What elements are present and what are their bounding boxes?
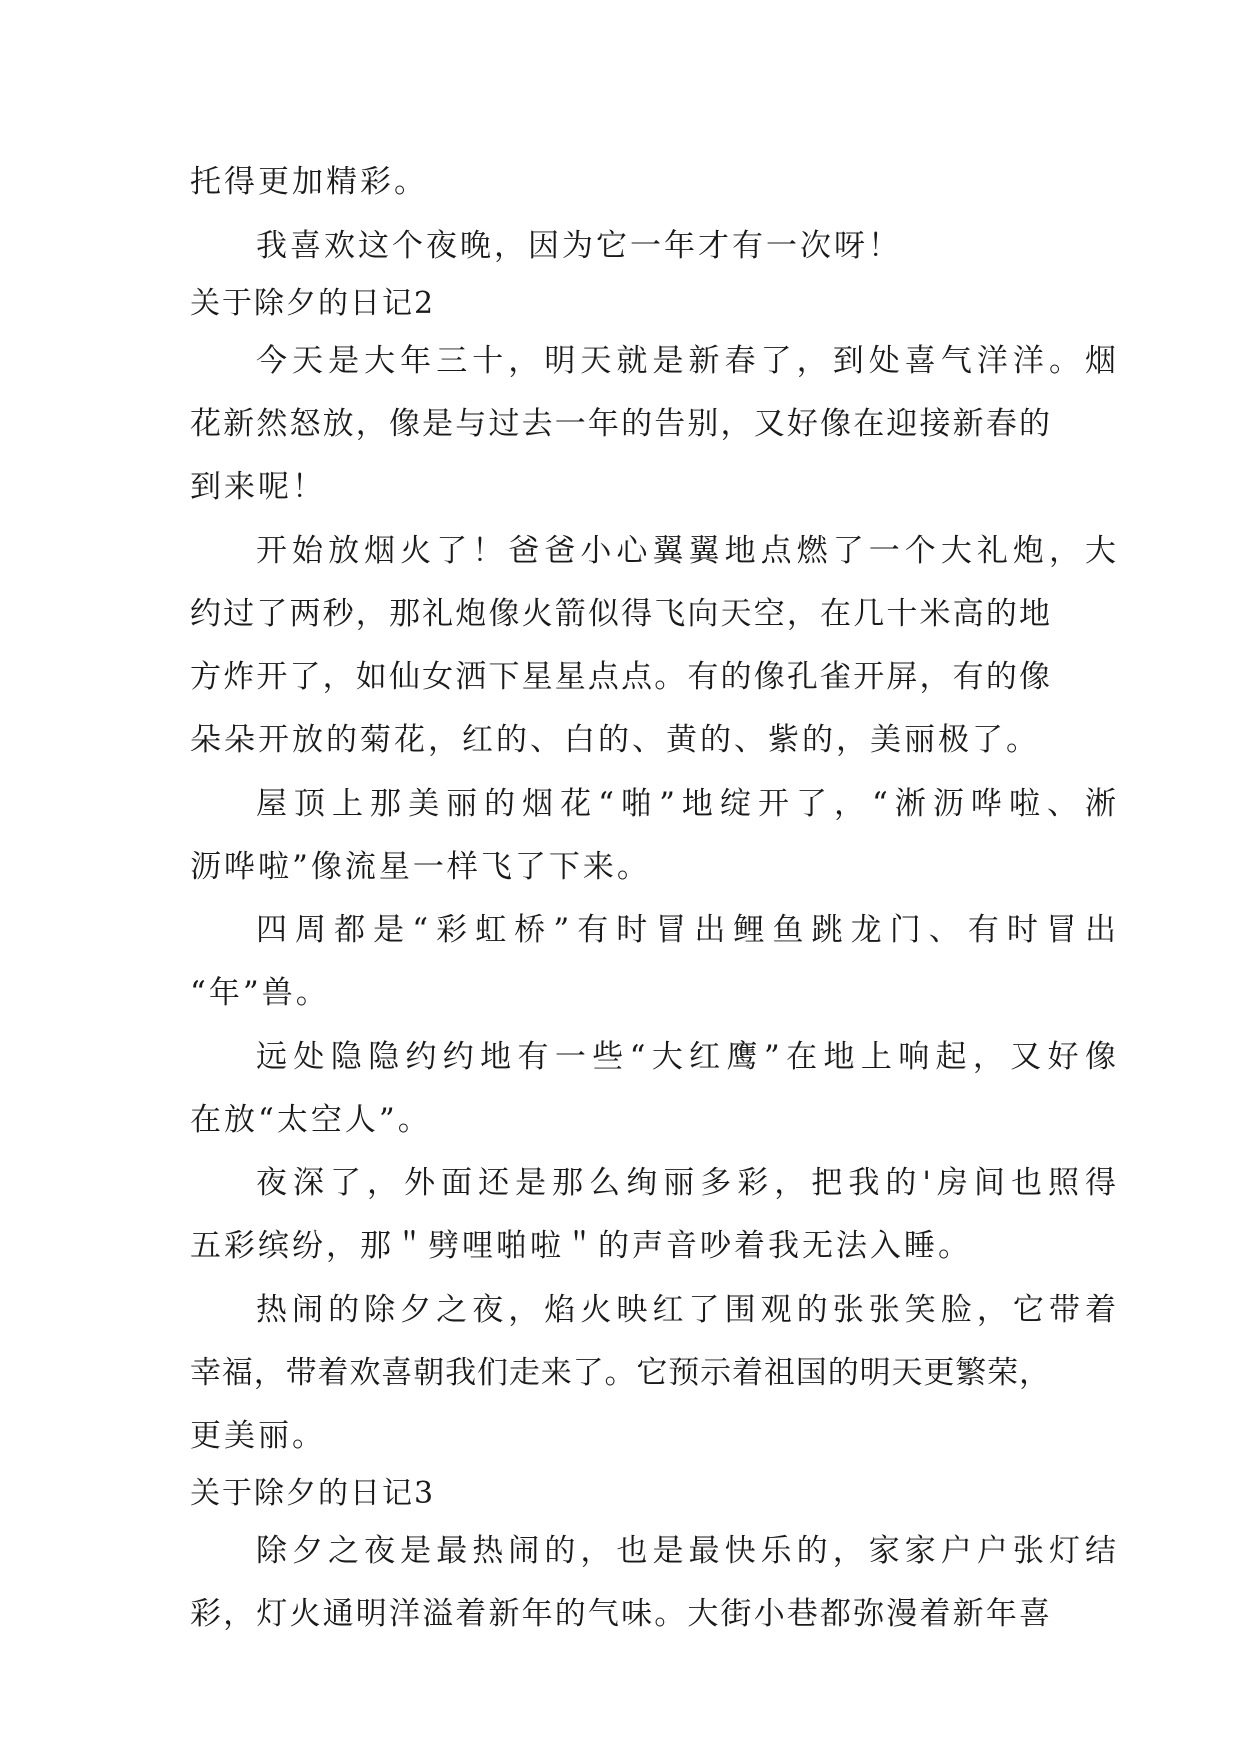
paragraph-continuation-line: 托得更加精彩。 bbox=[190, 164, 428, 200]
paragraph-line: 更美丽。 bbox=[190, 1418, 326, 1454]
paragraph-line: 花新然怒放，像是与过去一年的告别，又好像在迎接新春的 bbox=[190, 406, 1050, 442]
paragraph-line: 夜深了，外面还是那么绚丽多彩，把我的'房间也照得 bbox=[256, 1165, 1116, 1201]
paragraph-line: 屋顶上那美丽的烟花“啪”地绽开了，“淅沥哗啦、淅 bbox=[256, 786, 1116, 822]
paragraph-line: 彩，灯火通明洋溢着新年的气味。大街小巷都弥漫着新年喜 bbox=[190, 1596, 1050, 1632]
paragraph-line: 到来呢！ bbox=[190, 469, 326, 505]
paragraph-line: 开始放烟火了！爸爸小心翼翼地点燃了一个大礼炮，大 bbox=[256, 533, 1116, 569]
paragraph-line: 幸福，带着欢喜朝我们走来了。它预示着祖国的明天更繁荣， bbox=[190, 1355, 1050, 1391]
paragraph-line: 约过了两秒，那礼炮像火箭似得飞向天空，在几十米高的地 bbox=[190, 596, 1050, 632]
paragraph-line: 沥哗啦”像流星一样飞了下来。 bbox=[190, 849, 651, 885]
section-heading-3: 关于除夕的日记3 bbox=[190, 1476, 436, 1511]
paragraph-line: 在放“太空人”。 bbox=[190, 1102, 432, 1138]
paragraph-line: “年”兽。 bbox=[190, 975, 330, 1011]
paragraph-line: 我喜欢这个夜晚，因为它一年才有一次呀！ bbox=[256, 228, 902, 264]
paragraph-line: 五彩缤纷，那＂劈哩啪啦＂的声音吵着我无法入睡。 bbox=[190, 1228, 972, 1264]
paragraph-line: 除夕之夜是最热闹的，也是最快乐的，家家户户张灯结 bbox=[256, 1533, 1116, 1569]
paragraph-line: 今天是大年三十，明天就是新春了，到处喜气洋洋。烟 bbox=[256, 343, 1116, 379]
paragraph-line: 朵朵开放的菊花，红的、白的、黄的、紫的，美丽极了。 bbox=[190, 722, 1040, 758]
paragraph-line: 方炸开了，如仙女洒下星星点点。有的像孔雀开屏，有的像 bbox=[190, 659, 1050, 695]
section-heading-2: 关于除夕的日记2 bbox=[190, 286, 436, 321]
paragraph-line: 四周都是“彩虹桥”有时冒出鲤鱼跳龙门、有时冒出 bbox=[256, 912, 1116, 948]
paragraph-line: 远处隐隐约约地有一些“大红鹰”在地上响起，又好像 bbox=[256, 1039, 1116, 1075]
paragraph-line: 热闹的除夕之夜，焰火映红了围观的张张笑脸，它带着 bbox=[256, 1292, 1116, 1328]
